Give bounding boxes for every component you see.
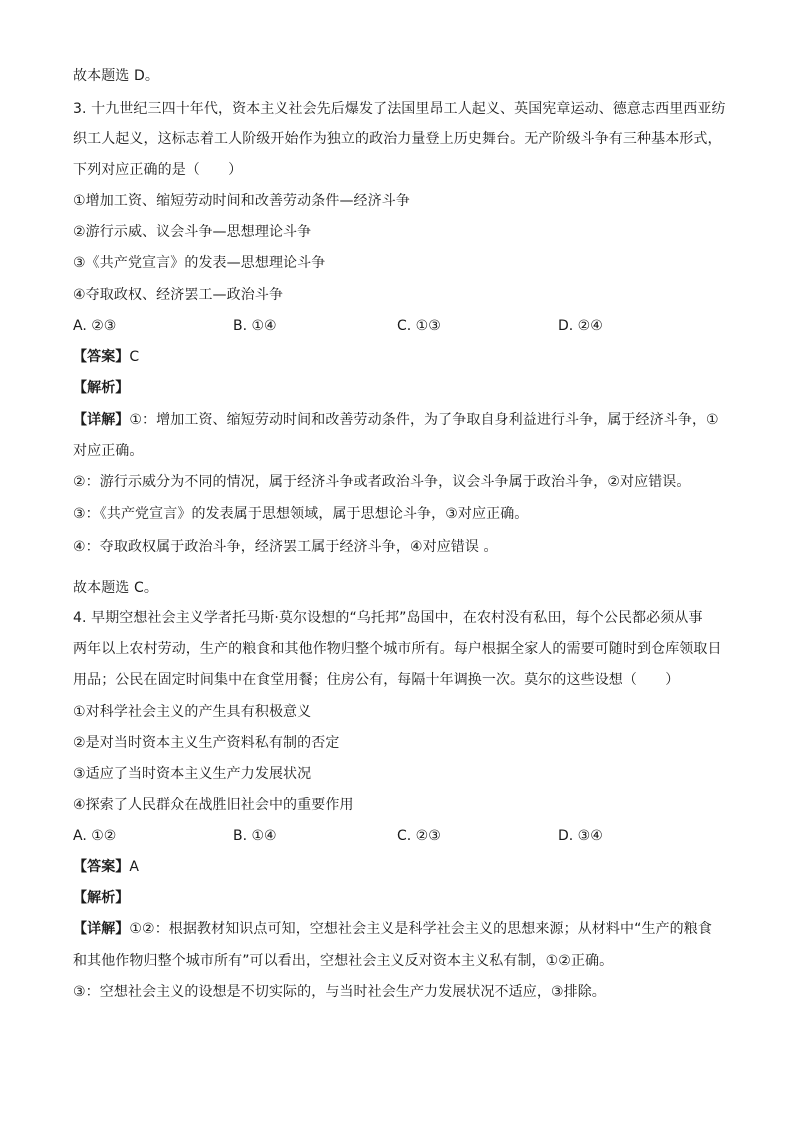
statement-1: ①增加工资、缩短劳动时间和改善劳动条件—经济斗争 bbox=[73, 193, 410, 209]
text-line: 两年以上农村劳动，生产的粮食和其他作物归整个城市所有。每户根据全家人的需要可随时到仓库领取日 bbox=[73, 641, 722, 657]
detail-line bbox=[73, 919, 712, 939]
option-d: D. ②④ bbox=[558, 318, 603, 334]
detail-text: ①②：根据教材知识点可知，空想社会主义是科学社会主义的思想来源；从材料中“生产的粮食 bbox=[129, 921, 712, 937]
text-line: 下列对应正确的是（ ） bbox=[73, 162, 243, 178]
option-a: A. ①② bbox=[73, 828, 117, 844]
analysis-tag: 【解析】 bbox=[73, 380, 130, 396]
detail-line bbox=[73, 410, 719, 430]
option-c: C. ②③ bbox=[397, 828, 441, 844]
statement-3: ③适应了当时资本主义生产力发展状况 bbox=[73, 766, 312, 782]
answer-value: C bbox=[129, 349, 140, 365]
statement-4: ④探索了人民群众在战胜旧社会中的重要作用 bbox=[73, 797, 354, 813]
text-line: ③：空想社会主义的设想是不切实际的，与当时社会生产力发展状况不适应，③排除。 bbox=[73, 984, 606, 1000]
statement-1: ①对科学社会主义的产生具有积极意义 bbox=[73, 704, 312, 720]
answer-line bbox=[73, 857, 139, 877]
statement-3: ③《共产党宣言》的发表—思想理论斗争 bbox=[73, 255, 326, 271]
analysis-tag: 【解析】 bbox=[73, 890, 130, 906]
statement-4: ④夺取政权、经济罢工—政治斗争 bbox=[73, 287, 284, 303]
answer-tag: 【答案】 bbox=[73, 859, 130, 875]
statement-2: ②游行示威、议会斗争—思想理论斗争 bbox=[73, 224, 312, 240]
detail-tag: 【详解】 bbox=[73, 412, 130, 428]
text-line: 故本题选 D。 bbox=[73, 68, 159, 84]
answer-value: A bbox=[129, 859, 140, 875]
text-line: 用品；公民在固定时间集中在食堂用餐；住房公有，每隔十年调换一次。莫尔的这些设想（ ） bbox=[73, 672, 680, 688]
option-a: A. ②③ bbox=[73, 318, 117, 334]
text-line: 对应正确。 bbox=[73, 443, 144, 459]
option-c: C. ①③ bbox=[397, 318, 441, 334]
text-line: 和其他作物归整个城市所有”可以看出，空想社会主义反对资本主义私有制，①②正确。 bbox=[73, 953, 614, 969]
answer-tag: 【答案】 bbox=[73, 349, 130, 365]
option-d: D. ③④ bbox=[558, 828, 603, 844]
answer-line bbox=[73, 347, 139, 367]
detail-text: ①：增加工资、缩短劳动时间和改善劳动条件，为了争取自身利益进行斗争，属于经济斗争，① bbox=[129, 412, 719, 428]
detail-tag: 【详解】 bbox=[73, 921, 130, 937]
option-b: B. ①④ bbox=[233, 828, 277, 844]
text-line: ④：夺取政权属于政治斗争，经济罢工属于经济斗争，④对应错误 。 bbox=[73, 539, 498, 555]
question-4-stem: 4. 早期空想社会主义学者托马斯·莫尔设想的“乌托邦”岛国中，在农村没有私田，每个公民都必须从事 bbox=[73, 610, 703, 626]
statement-2: ②是对当时资本主义生产资料私有制的否定 bbox=[73, 735, 340, 751]
text-line: ③：《共产党宣言》的发表属于思想领域，属于思想论斗争，③对应正确。 bbox=[73, 506, 529, 522]
text-line: 故本题选 C。 bbox=[73, 580, 158, 596]
text-line: 织工人起义，这标志着工人阶级开始作为独立的政治力量登上历史舞台。无产阶级斗争有三种基本形式， bbox=[73, 131, 722, 147]
option-b: B. ①④ bbox=[233, 318, 277, 334]
text-line: ②：游行示威分为不同的情况，属于经济斗争或者政治斗争，议会斗争属于政治斗争，②对应错误。 bbox=[73, 474, 691, 490]
question-3-stem: 3. 十九世纪三四十年代，资本主义社会先后爆发了法国里昂工人起义、英国宪章运动、德意志西里西亚纺 bbox=[73, 101, 726, 117]
